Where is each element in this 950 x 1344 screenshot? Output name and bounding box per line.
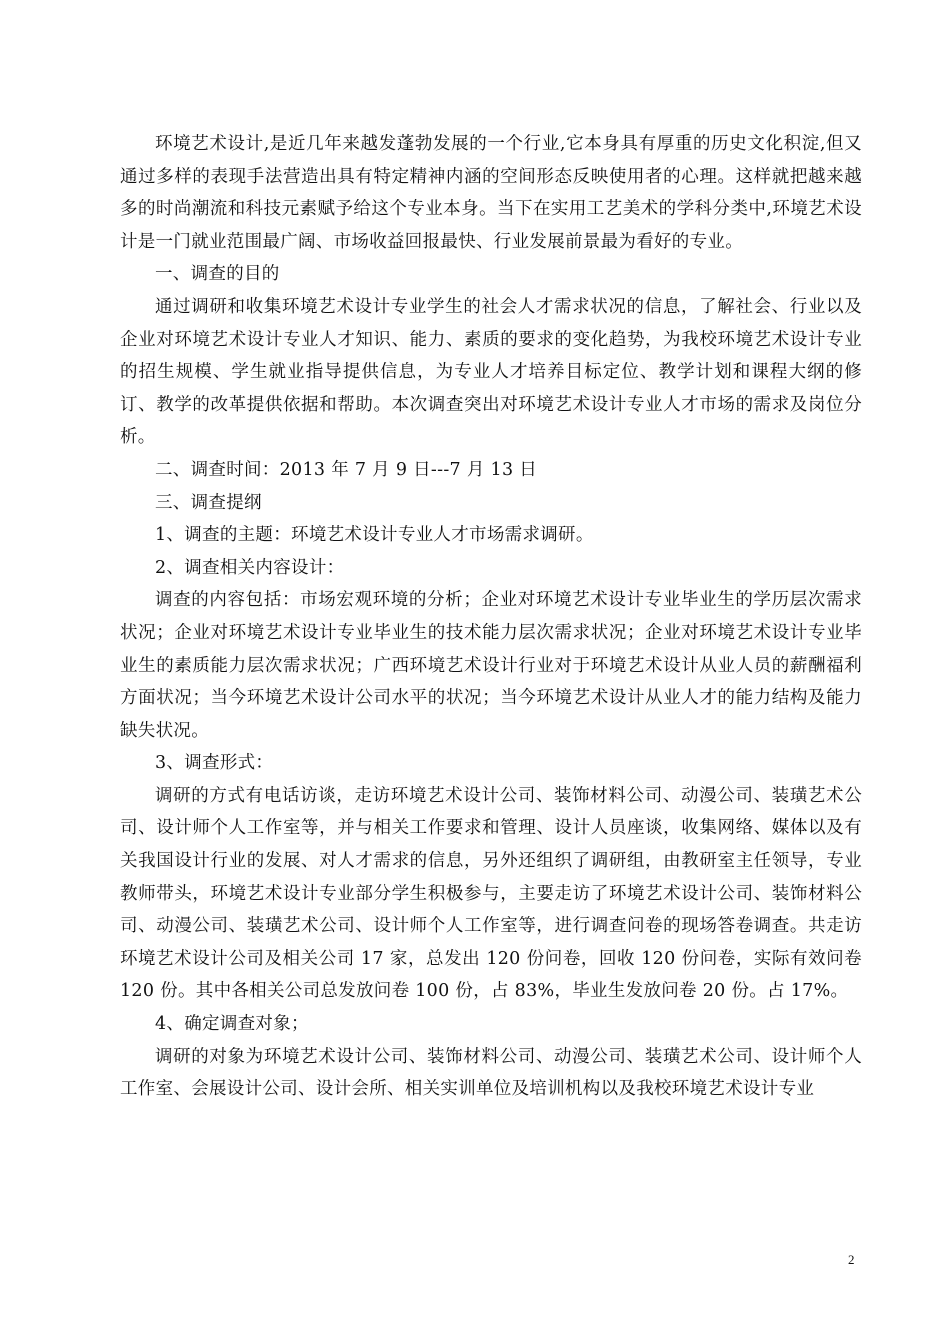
section-heading-outline: 三、调查提纲 xyxy=(155,492,262,513)
outline-item-content-design: 2、调查相关内容设计： xyxy=(155,557,345,578)
form-paragraph: 调研的方式有电话访谈，走访环境艺术设计公司、装饰材料公司、动漫公司、装璜艺术公司、设计师个人工作室等，并与相关工作要求和管理、设计人员座谈，收集网络、媒体以及有关我国设计行业的发展、对人才需求的信息，另外还组织了调研组，由教研室主任领导，专业教师带头，环境艺术设计专业部分学生积极参与，主要走访了环境艺术设计公司、装饰材料公司、动漫公司、装璜艺术公司、设计师个人工作室等，进行调查问卷的现场答卷调查。共走访环境艺术设计公司及相关公司 17 家，总发出 120 份问卷，回收 120 份问卷，实际有效问卷 120 份。其中各相关公司总发放问卷 100 份，占 83%，毕业生发放问卷 20 份。占 17%。 xyxy=(120,785,862,1002)
section-heading-time: 二、调查时间：2013 年 7 月 9 日---7 月 13 日 xyxy=(155,459,538,480)
intro-paragraph: 环境艺术设计,是近几年来越发蓬勃发展的一个行业,它本身具有厚重的历史文化积淀,但又通过多样的表现手法营造出具有特定精神内涵的空间形态反映使用者的心理。这样就把越来越多的时尚潮流和科技元素赋予给这个专业本身。当下在实用工艺美术的学科分类中,环境艺术设计是一门就业范围最广阔、市场收益回报最快、行业发展前景最为看好的专业。 xyxy=(120,134,862,252)
purpose-paragraph: 通过调研和收集环境艺术设计专业学生的社会人才需求状况的信息，了解社会、行业以及企业对环境艺术设计专业人才知识、能力、素质的要求的变化趋势，为我校环境艺术设计专业的招生规模、学生就业指导提供信息，为专业人才培养目标定位、教学计划和课程大纲的修订、教学的改革提供依据和帮助。本次调查突出对环境艺术设计专业人才市场的需求及岗位分析。 xyxy=(120,296,862,448)
content-design-paragraph: 调查的内容包括：市场宏观环境的分析；企业对环境艺术设计专业毕业生的学历层次需求状况；企业对环境艺术设计专业毕业生的技术能力层次需求状况；企业对环境艺术设计专业毕业生的素质能力层次需求状况；广西环境艺术设计行业对于环境艺术设计从业人员的薪酬福利方面状况；当今环境艺术设计公司水平的状况；当今环境艺术设计从业人才的能力结构及能力缺失状况。 xyxy=(120,590,862,741)
outline-item-topic: 1、调查的主题：环境艺术设计专业人才市场需求调研。 xyxy=(155,525,594,546)
document-body xyxy=(120,128,862,1106)
page-number: 2 xyxy=(848,1252,855,1267)
subjects-paragraph: 调研的对象为环境艺术设计公司、装饰材料公司、动漫公司、装璜艺术公司、设计师个人工作室、会展设计公司、设计会所、相关实训单位及培训机构以及我校环境艺术设计专业 xyxy=(120,1046,862,1100)
outline-item-form: 3、调查形式： xyxy=(155,753,274,774)
outline-item-subjects: 4、确定调查对象； xyxy=(155,1014,309,1035)
section-heading-purpose: 一、调查的目的 xyxy=(155,264,280,285)
